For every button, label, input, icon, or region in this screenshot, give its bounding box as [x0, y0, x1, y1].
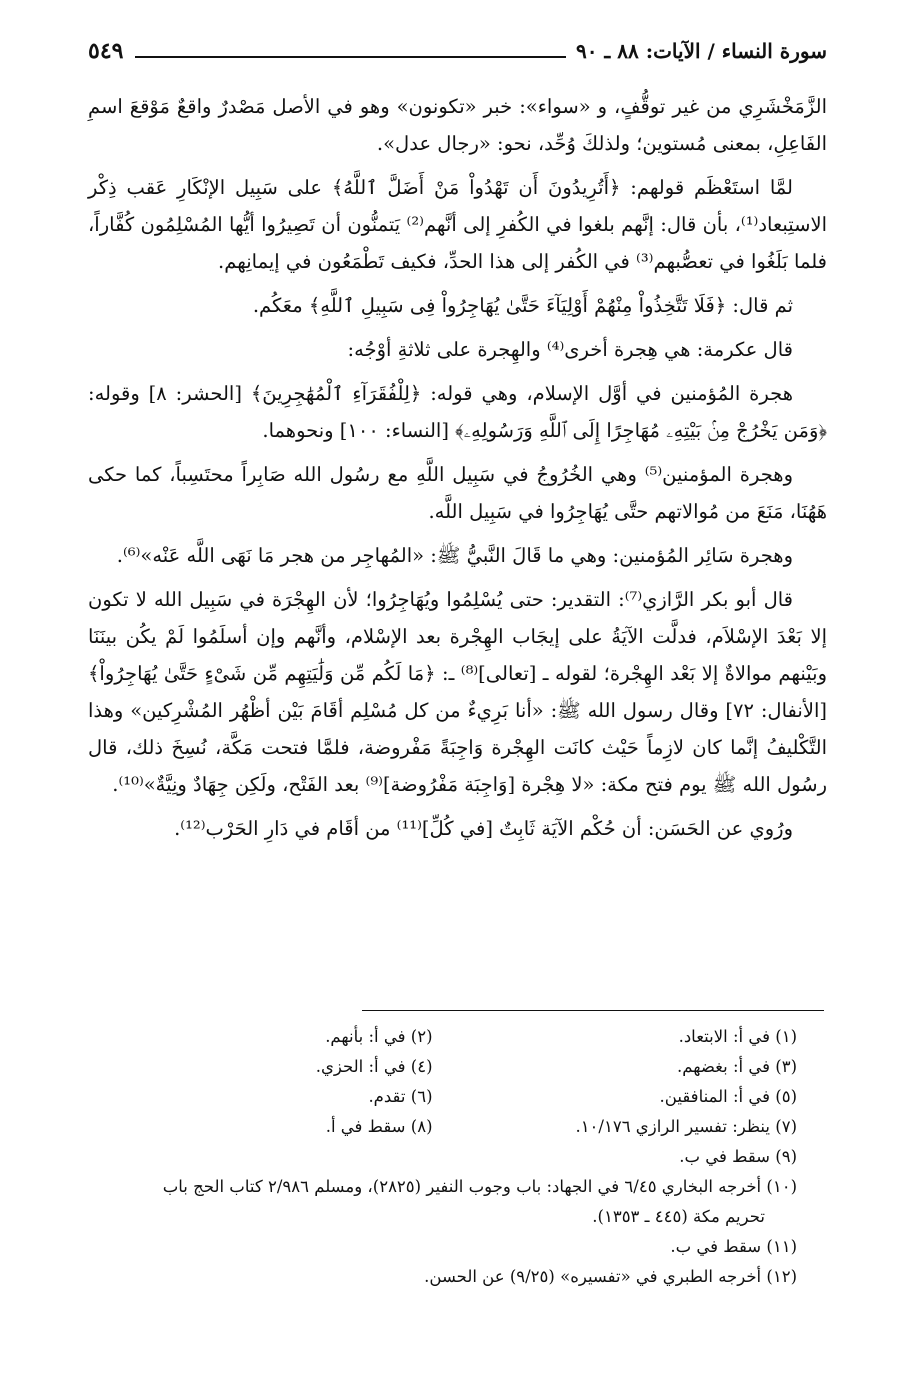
running-title: سورة النساء / الآيات: ٨٨ ـ ٩٠	[575, 39, 827, 63]
paragraph: ثم قال: ﴿فَلَا تَتَّخِذُواْ مِنْهُمْ أَوْلِيَآءَ حَتَّىٰ يُهَاجِرُواْ فِى سَبِيلِ ٱللَّهِ﴾ معَكُم.	[252, 294, 793, 317]
paragraph: لمَّا استَعْظَم قولهم: ﴿أَتُرِيدُونَ أَن تَهْدُواْ مَنْ أَضَلَّ ٱللَّهُ﴾ على سَبِيل الإنْكَارِ عَقب ذِكْر الاستِبعاد⁽¹⁾، بأن قال: إنَّهم بلغوا في الكُفرِ إلى أنَّهم⁽²⁾ يَتمنُّون أن تَصِيرُوا أيُّها المُسْلِمُون كُفَّاراً، فلما بَلَغُوا في تعصُّبهم⁽³⁾ في الكُفر إلى هذا الحدِّ، فكيف تَطْمَعُون في إيمانِهم.	[88, 176, 827, 273]
footnote-continuation: تحريم مكة (٤٤٥ ـ ١٣٥٣).	[592, 1207, 765, 1226]
footnote: (١١) سقط في ب.	[670, 1237, 797, 1256]
footnote: (٩) سقط في ب.	[679, 1147, 797, 1166]
paragraph: قال عكرمة: هي هِجرة أخرى⁽⁴⁾ والهِجرة على ثلاثةِ أوْجُه:	[347, 338, 793, 361]
footnote: (٢) في أ: بأنهم.	[325, 1027, 433, 1046]
footnote: (٦) تقدم.	[368, 1087, 433, 1106]
footnote: (١٠) أخرجه البخاري ٦/٤٥ في الجهاد: باب وجوب النفير (٢٨٢٥)، ومسلم ٢/٩٨٦ كتاب الحج باب	[162, 1177, 797, 1196]
footnote: (١) في أ: الابتعاد.	[678, 1027, 797, 1046]
paragraph: الزَّمَخْشَرِي من غير توقُّفٍ، و «سواء»: خبر «تكونون» وهو في الأصل مَصْدرٌ واقعٌ مَوْقعَ اسمِ الفَاعِلِ، بمعنى مُستوين؛ ولذلكَ وُحِّد، نحو: «رجال عدل».	[88, 95, 827, 155]
paragraph: قال أبو بكر الرَّازي⁽⁷⁾: التقدير: حتى يُسْلِمُوا ويُهَاجِرُوا؛ لأن الهِجْرَة في سَبِيل الله لا تكون إلا بَعْدَ الإسْلاَم، فدلَّت الآيَةُ على إيجَاب الهِجْرة بعد الإسْلام، وأنَّهم وإن أسلَمُوا لَمْ يكُن بينَنَا وبَيْنهم موالاةٌ إلا بَعْد الهِجْرة؛ لقوله ـ [تعالى]⁽⁸⁾ ـ: ﴿مَا لَكُم مِّن وَلَٰيَتِهِم مِّن شَىْءٍ حَتَّىٰ يُهَاجِرُواْ﴾ [الأنفال: ٧٢] وقال رسول الله ﷺ: «أنا بَرِيءٌ من كل مُسْلِم أقَامَ بَيْن أظْهُر المُشْرِكين» وهذا التَّكْليفُ إنَّما كان لازِماً حَيْث كانَت الهِجْرة وَاجِبَةً مَفْروضة، فلمَّا فتحت مَكَّة، نُسِخَ ذلك، قال رسُول الله ﷺ يوم فتح مكة: «لا هِجْرة [وَاجِبَة مَفْرُوضة]⁽⁹⁾ بعد الفَتْح، ولَكِن جِهَادٌ ونِيَّةٌ»⁽¹⁰⁾.	[88, 588, 827, 796]
paragraph: وهجرة المؤمنين⁽⁵⁾ وهي الخُرُوجُ في سَبِيل اللَّهِ مع رسُول الله صَابِراً محتَسِباً، كما حكى هَهُنَا، مَنَعَ من مُوالاتهم حتَّى يُهَاجِرُوا في سَبِيل اللَّه.	[88, 463, 827, 523]
footnote: (٥) في أ: المنافقين.	[659, 1087, 797, 1106]
main-text	[88, 88, 827, 854]
footnote-grid	[88, 1022, 827, 1142]
footnote-separator	[362, 1010, 824, 1011]
paragraph: وهجرة سَائِر المُؤمنين: وهي ما قَالَ النَّبيُّ ﷺ: «المُهاجِر من هجر مَا نَهَى اللَّه عَنْه»⁽⁶⁾.	[116, 544, 793, 567]
page-header	[88, 28, 827, 64]
footnote: (٧) ينظر: تفسير الرازي ١٠/١٧٦.	[575, 1117, 797, 1136]
footnote: (٤) في أ: الحزي.	[315, 1057, 433, 1076]
paragraph: هجرة المُؤمنين في أوَّل الإسلام، وهي قوله: ﴿لِلْفُقَرَآءِ ٱلْمُهَٰجِرِينَ﴾ [الحشر: ٨] وقوله: ﴿وَمَن يَخْرُجْ مِنۢ بَيْتِهِۦ مُهَاجِرًا إِلَى ٱللَّهِ وَرَسُولِهِۦ﴾ [النساء: ١٠٠] ونحوهما.	[88, 382, 827, 442]
footnote: (٨) سقط في أ.	[325, 1117, 433, 1136]
footnote: (٣) في أ: بغضهم.	[677, 1057, 797, 1076]
footnote: (١٢) أخرجه الطبري في «تفسيره» (٩/٢٥) عن الحسن.	[424, 1267, 797, 1286]
header-rule	[135, 56, 566, 58]
paragraph: ورُوي عن الحَسَن: أن حُكْم الآيَة ثَابِتٌ [في كُلِّ]⁽¹¹⁾ من أقَام في دَارِ الحَرْب⁽¹²⁾.	[174, 817, 793, 840]
page-number: ٥٤٩	[88, 38, 124, 64]
footnotes	[88, 1022, 827, 1292]
